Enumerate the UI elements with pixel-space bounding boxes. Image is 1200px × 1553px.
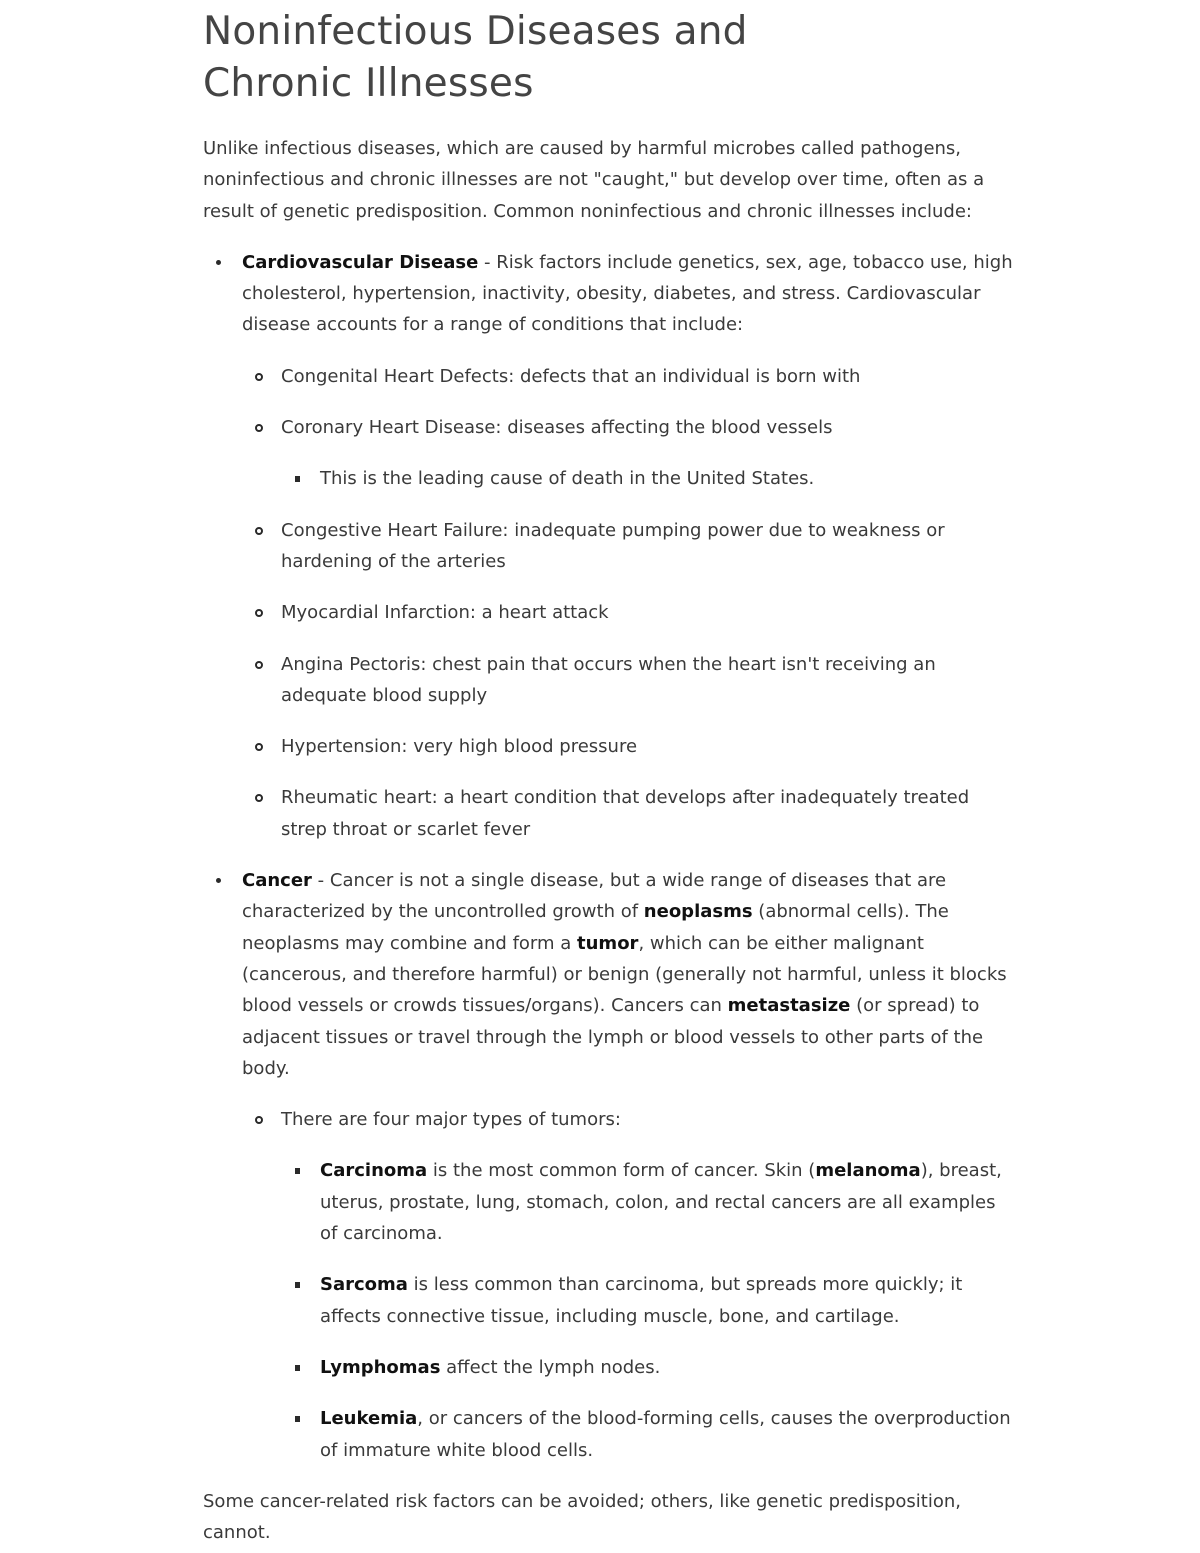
sarcoma-text: is less common than carcinoma, but spreads more quickly; it affects connective tissue, including muscle, bone, and cartilage. bbox=[320, 1274, 963, 1327]
term-tumor: tumor bbox=[577, 932, 639, 954]
cancer-sublist bbox=[242, 1104, 1013, 1466]
illness-list bbox=[203, 247, 1013, 1466]
document-page bbox=[203, 0, 1013, 1548]
coronary-text: Coronary Heart Disease: diseases affecting the blood vessels bbox=[281, 417, 833, 439]
list-item-hypertension: Hypertension: very high blood pressure bbox=[242, 731, 1013, 762]
list-item-myocardial: Myocardial Infarction: a heart attack bbox=[242, 597, 1013, 628]
tumor-types-intro: There are four major types of tumors: bbox=[281, 1109, 621, 1131]
page-title: Noninfectious Diseases and Chronic Illnesses bbox=[203, 9, 748, 106]
list-item-carcinoma bbox=[281, 1155, 1013, 1249]
term-neoplasms: neoplasms bbox=[643, 901, 753, 923]
list-item-congenital: Congenital Heart Defects: defects that an individual is born with bbox=[242, 361, 1013, 392]
list-item-angina: Angina Pectoris: chest pain that occurs when the heart isn't receiving an adequate blood supply bbox=[242, 649, 1013, 712]
cancer-text-4: (or spread) to adjacent tissues or travel through the lymph or blood vessels to other parts of the body. bbox=[242, 995, 984, 1079]
tumor-types-list bbox=[281, 1155, 1013, 1465]
coronary-sublist bbox=[281, 463, 1013, 494]
term-sarcoma: Sarcoma bbox=[320, 1274, 408, 1296]
list-item-leukemia bbox=[281, 1403, 1013, 1466]
intro-paragraph: Unlike infectious diseases, which are caused by harmful microbes called pathogens, noninfectious and chronic illnesses are not "caught," but develop over time, often as a result of genetic predisposition. Common noninfectious and chronic illnesses include: bbox=[203, 138, 985, 222]
term-carcinoma: Carcinoma bbox=[320, 1160, 428, 1182]
cardiovascular-conditions-list bbox=[242, 361, 1013, 845]
term-leukemia: Leukemia bbox=[320, 1408, 418, 1430]
cardiovascular-description: - Risk factors include genetics, sex, age, tobacco use, high cholesterol, hypertension, inactivity, obesity, diabetes, and stress. Cardiovascular disease accounts for a range of conditions that include: bbox=[242, 251, 1013, 336]
list-item-cardiovascular bbox=[203, 247, 1013, 845]
term-lymphomas: Lymphomas bbox=[320, 1356, 441, 1378]
carcinoma-text-1: is the most common form of cancer. Skin ( bbox=[427, 1160, 816, 1182]
cancer-text-1: - Cancer is not a single disease, but a wide range of diseases that are characterized by the uncontrolled growth of bbox=[242, 870, 947, 923]
list-item-cancer bbox=[203, 865, 1013, 1466]
cancer-text-2: (abnormal cells). The neoplasms may combine and form a bbox=[242, 901, 949, 954]
term-metastasize: metastasize bbox=[727, 995, 851, 1017]
list-item-sarcoma bbox=[281, 1269, 1013, 1332]
list-item-lymphomas bbox=[281, 1352, 1013, 1383]
list-item-coronary-note: This is the leading cause of death in the United States. bbox=[281, 463, 1013, 494]
leukemia-text: , or cancers of the blood-forming cells, causes the overproduction of immature white blood cells. bbox=[320, 1408, 1011, 1461]
list-item-congestive: Congestive Heart Failure: inadequate pumping power due to weakness or hardening of the arteries bbox=[242, 515, 1013, 578]
list-item-tumor-types bbox=[242, 1104, 1013, 1466]
term-cardiovascular-disease: Cardiovascular Disease bbox=[242, 251, 479, 273]
carcinoma-text-2: ), breast, uterus, prostate, lung, stomach, colon, and rectal cancers are all examples of carcinoma. bbox=[320, 1160, 1002, 1245]
cancer-text-3: , which can be either malignant (cancerous, and therefore harmful) or benign (generally not harmful, unless it blocks blood vessels or crowds tissues/organs). Cancers can bbox=[242, 932, 1007, 1017]
list-item-rheumatic: Rheumatic heart: a heart condition that develops after inadequately treated strep throat or scarlet fever bbox=[242, 782, 1013, 845]
term-melanoma: melanoma bbox=[815, 1160, 921, 1182]
lymphomas-text: affect the lymph nodes. bbox=[440, 1356, 661, 1378]
list-item-coronary bbox=[242, 412, 1013, 495]
outro-paragraph: Some cancer-related risk factors can be avoided; others, like genetic predisposition, cannot. bbox=[203, 1490, 961, 1544]
term-cancer: Cancer bbox=[242, 870, 312, 892]
